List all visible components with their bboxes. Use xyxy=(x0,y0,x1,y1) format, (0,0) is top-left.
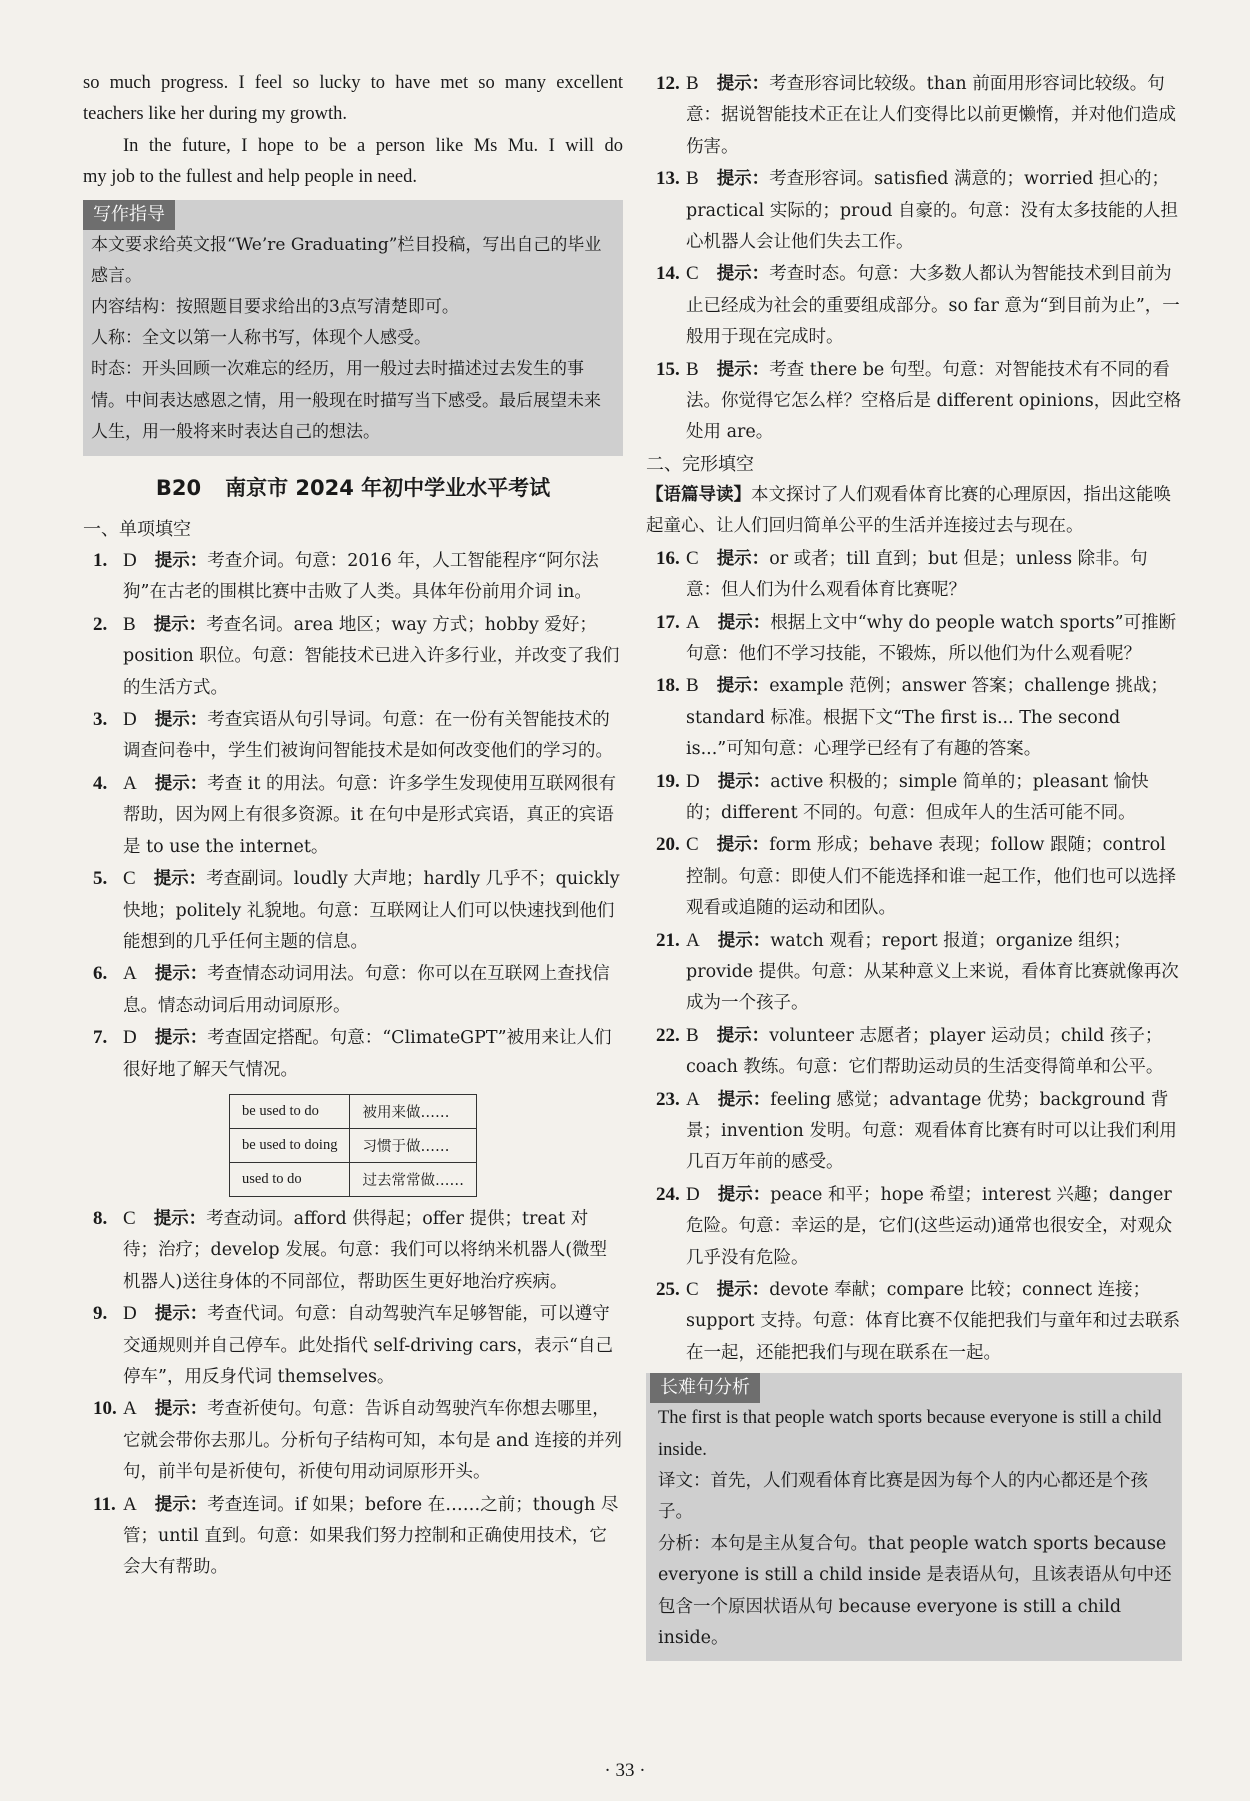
item-explanation: 考查代词。句意：自动驾驶汽车足够智能，可以遵守交通规则并自己停车。此处指代 self-driving cars，表示“自己停车”，用反身代词 themselves。 xyxy=(123,1304,613,1387)
table-row xyxy=(230,1162,477,1196)
hint-label: 提示： xyxy=(716,169,770,190)
item-answer: A xyxy=(686,929,700,951)
item-explanation: active 积极的；simple 简单的；pleasant 愉快的；different 不同的。句意：但成年人的生活可能不同。 xyxy=(686,771,1149,823)
hint-label: 提示： xyxy=(154,1304,208,1325)
answer-item xyxy=(83,1393,623,1488)
item-number: 16. xyxy=(656,547,680,569)
answer-item xyxy=(646,607,1182,671)
item-explanation: volunteer 志愿者；player 运动员；child 孩子；coach 教练。句意：它们帮助运动员的生活变得简单和公平。 xyxy=(686,1025,1164,1078)
essay-line: so much progress. I feel so lucky to have met so many excellent xyxy=(83,73,623,93)
hint-label: 提示： xyxy=(716,676,770,697)
item-explanation: 考查固定搭配。句意：“ClimateGPT”被用来让人们很好地了解天气情况。 xyxy=(123,1028,612,1080)
item-explanation: 根据上文中“why do people watch sports”可推断句意：他们不学习技能，不锻炼，所以他们为什么观看呢？ xyxy=(686,612,1177,664)
writing-guide-line: 本文要求给英文报“We’re Graduating”栏目投稿，写出自己的毕业感言。 xyxy=(91,234,602,286)
hint-label: 提示： xyxy=(717,1089,771,1110)
item-answer: A xyxy=(123,1493,137,1515)
item-answer: D xyxy=(686,770,700,792)
answer-list xyxy=(646,543,1182,1370)
item-answer: D xyxy=(123,1027,137,1049)
writing-guide-box xyxy=(83,200,623,456)
item-explanation: 考查形容词。satisfied 满意的；worried 担心的；practical 实际的；proud 自豪的。句意：没有太多技能的人担心机器人会让他们失去工作。 xyxy=(686,169,1178,253)
writing-guide-line: 内容结构：按照题目要求给出的3点写清楚即可。 xyxy=(91,297,459,318)
answer-item xyxy=(83,545,623,609)
analysis-translation: 译文：首先，人们观看体育比赛是因为每个人的内心都还是个孩子。 xyxy=(658,1471,1148,1523)
usage-table xyxy=(229,1094,477,1197)
item-number: 3. xyxy=(93,709,108,731)
section-heading: 一、单项填空 xyxy=(83,519,191,541)
item-explanation: peace 和平；hope 希望；interest 兴趣；danger 危险。句意：幸运的是，它们(这些运动)通常也很安全，对观众几乎没有危险。 xyxy=(686,1184,1173,1268)
item-explanation: 考查名词。area 地区；way 方式；hobby 爱好；position 职位。句意：智能技术已进入许多行业，并改变了我们的生活方式。 xyxy=(123,614,620,698)
item-answer: C xyxy=(123,868,136,890)
item-answer: D xyxy=(123,550,137,572)
hint-label: 提示： xyxy=(716,835,770,856)
item-number: 2. xyxy=(93,613,108,635)
analysis-sentence: The first is that people watch sports because everyone is still a child inside. xyxy=(658,1408,1162,1460)
exam-name: 南京市 2024 年初中学业水平考试 xyxy=(225,476,551,501)
item-explanation: 考查宾语从句引导词。句意：在一份有关智能技术的调查问卷中，学生们被询问智能技术是如何改变他们的学习的。 xyxy=(123,710,613,762)
hint-label: 提示： xyxy=(716,359,770,380)
item-answer: A xyxy=(123,963,137,985)
answer-item xyxy=(83,1022,623,1086)
item-number: 23. xyxy=(656,1088,680,1110)
answer-item xyxy=(646,829,1182,924)
hint-label: 提示： xyxy=(153,869,207,890)
item-number: 9. xyxy=(93,1303,108,1325)
item-answer: C xyxy=(686,263,699,285)
item-number: 13. xyxy=(656,168,680,190)
item-explanation: or 或者；till 直到；but 但是；unless 除非。句意：但人们为什么观看体育比赛呢？ xyxy=(686,548,1148,601)
item-number: 19. xyxy=(656,770,680,792)
analysis-title: 长难句分析 xyxy=(650,1373,760,1403)
item-answer: D xyxy=(123,709,137,731)
item-number: 8. xyxy=(93,1207,108,1229)
item-number: 5. xyxy=(93,868,108,890)
hint-label: 提示： xyxy=(153,1208,207,1229)
item-answer: A xyxy=(686,1088,700,1110)
answer-item xyxy=(646,1179,1182,1274)
item-answer: B xyxy=(686,358,699,380)
item-number: 22. xyxy=(656,1024,680,1046)
reading-guide-text: 本文探讨了人们观看体育比赛的心理原因，指出这能唤起童心、让人们回归简单公平的生活并连接过去与现在。 xyxy=(646,484,1171,537)
answer-item xyxy=(83,1298,623,1393)
item-answer: B xyxy=(686,168,699,190)
item-explanation: 考查祈使句。句意：告诉自动驾驶汽车你想去哪里，它就会带你去那儿。分析句子结构可知，本句是 and 连接的并列句，前半句是祈使句，祈使句用动词原形开头。 xyxy=(123,1399,623,1483)
item-explanation: 考查连词。if 如果；before 在……之前；though 尽管；until 直到。句意：如果我们努力控制和正确使用技术，它会大有帮助。 xyxy=(123,1494,619,1578)
answer-item xyxy=(83,1489,623,1584)
item-explanation: 考查 there be 句型。句意：对智能技术有不同的看法。你觉得它怎么样？空格后是 different opinions，因此空格处用 are。 xyxy=(686,359,1182,443)
item-explanation: 考查副词。loudly 大声地；hardly 几乎不；quickly 快地；politely 礼貌地。句意：互联网让人们可以快速找到他们能想到的几乎任何主题的信息。 xyxy=(123,869,620,952)
writing-guide-title: 写作指导 xyxy=(83,200,175,230)
item-answer: B xyxy=(686,675,699,697)
item-answer: D xyxy=(686,1183,700,1205)
hint-label: 提示： xyxy=(716,1280,770,1301)
reading-guide-label: 【语篇导读】 xyxy=(646,484,751,505)
reading-guide xyxy=(646,480,1182,543)
item-explanation: 考查介词。句意：2016 年，人工智能程序“阿尔法狗”在古老的围棋比赛中击败了人类。具体年份前用介词 in。 xyxy=(123,551,599,603)
item-number: 24. xyxy=(656,1183,680,1205)
item-explanation: 考查形容词比较级。than 前面用形容词比较级。句意：据说智能技术正在让人们变得比以前更懒惰，并对他们造成伤害。 xyxy=(686,74,1176,157)
hint-label: 提示： xyxy=(154,710,208,731)
item-explanation: feeling 感觉；advantage 优势；background 背景；invention 发明。句意：观看体育比赛有时可以让我们利用几百万年前的感受。 xyxy=(686,1089,1177,1173)
item-answer: C xyxy=(686,1279,699,1301)
item-number: 10. xyxy=(93,1398,117,1420)
item-number: 20. xyxy=(656,834,680,856)
answer-item xyxy=(646,543,1182,607)
item-number: 4. xyxy=(93,772,108,794)
item-answer: A xyxy=(686,611,700,633)
item-explanation: form 形成；behave 表现；follow 跟随；control 控制。句意：即使人们不能选择和谁一起工作，他们也可以选择观看或追随的运动和团队。 xyxy=(686,835,1176,919)
item-number: 11. xyxy=(93,1493,116,1515)
answer-list xyxy=(83,545,623,1086)
analysis-text: 分析：本句是主从复合句。that people watch sports because everyone is still a child inside 是表语从句，且该表语从句中还包含一个原因状语从句 because everyone is still a child inside。 xyxy=(658,1533,1172,1649)
item-number: 25. xyxy=(656,1279,680,1301)
answer-item xyxy=(646,68,1182,163)
item-answer: A xyxy=(123,772,137,794)
hint-label: 提示： xyxy=(716,74,770,94)
hint-label: 提示： xyxy=(717,612,771,633)
writing-guide-line: 人称：全文以第一人称书写，体现个人感受。 xyxy=(91,328,431,349)
essay-line: my job to the fullest and help people in need. xyxy=(83,167,417,188)
item-number: 14. xyxy=(656,263,680,285)
table-cell: be used to doing xyxy=(230,1128,350,1162)
answer-item xyxy=(83,609,623,704)
answer-item xyxy=(646,925,1182,1020)
hint-label: 提示： xyxy=(717,1184,771,1205)
hint-label: 提示： xyxy=(154,1399,208,1420)
table-cell: be used to do xyxy=(230,1094,350,1128)
hint-label: 提示： xyxy=(153,614,207,635)
item-number: 21. xyxy=(656,929,680,951)
table-cell: 被用来做…… xyxy=(350,1094,477,1128)
item-number: 7. xyxy=(93,1027,108,1049)
table-cell: used to do xyxy=(230,1162,350,1196)
item-answer: A xyxy=(123,1398,137,1420)
table-row xyxy=(230,1094,477,1128)
hint-label: 提示： xyxy=(154,551,208,572)
table-cell: 习惯于做…… xyxy=(350,1128,477,1162)
item-number: 18. xyxy=(656,675,680,697)
hint-label: 提示： xyxy=(716,548,770,569)
essay-line: teachers like her during my growth. xyxy=(83,104,348,125)
item-number: 17. xyxy=(656,611,680,633)
hint-label: 提示： xyxy=(154,773,208,794)
item-answer: B xyxy=(123,613,136,635)
answer-item xyxy=(83,958,623,1022)
answer-item xyxy=(646,354,1182,449)
item-explanation: 考查情态动词用法。句意：你可以在互联网上查找信息。情态动词后用动词原形。 xyxy=(123,964,610,1016)
answer-item xyxy=(646,163,1182,258)
answer-item xyxy=(646,766,1182,830)
item-answer: C xyxy=(123,1207,136,1229)
hint-label: 提示： xyxy=(154,1494,208,1515)
hint-label: 提示： xyxy=(717,771,771,792)
hint-label: 提示： xyxy=(154,1028,208,1049)
answer-item xyxy=(646,1274,1182,1369)
item-answer: C xyxy=(686,547,699,569)
left-column xyxy=(83,68,623,1584)
answer-item xyxy=(83,1203,623,1298)
writing-guide-line: 时态：开头回顾一次难忘的经历，用一般过去时描述过去发生的事情。中间表达感恩之情，用一般现在时描写当下感受。最后展望未来人生，用一般将来时表达自己的想法。 xyxy=(91,359,601,442)
item-answer: C xyxy=(686,834,699,856)
hint-label: 提示： xyxy=(716,1025,770,1046)
item-number: 6. xyxy=(93,963,108,985)
page-number: · 33 · xyxy=(604,1760,646,1781)
answer-list xyxy=(646,68,1182,449)
item-explanation: 考查动词。afford 供得起；offer 提供；treat 对待；治疗；develop 发展。句意：我们可以将纳米机器人(微型机器人)送往身体的不同部位，帮助医生更好地治疗疾病。 xyxy=(123,1208,608,1292)
item-explanation: watch 观看；report 报道；organize 组织；provide 提供。句意：从某种意义上来说，看体育比赛就像再次成为一个孩子。 xyxy=(686,930,1179,1014)
item-explanation: 考查 it 的用法。句意：许多学生发现使用互联网很有帮助，因为网上有很多资源。it 在句中是形式宾语，真正的宾语是 to use the internet。 xyxy=(123,773,616,857)
essay-line: In the future, I hope to be a person like Ms Mu. I will do xyxy=(123,135,623,156)
answer-item xyxy=(83,768,623,863)
exam-title xyxy=(83,472,623,504)
answer-list xyxy=(83,1203,623,1584)
item-number: 12. xyxy=(656,73,680,94)
hint-label: 提示： xyxy=(717,930,771,951)
item-answer: D xyxy=(123,1303,137,1325)
hint-label: 提示： xyxy=(716,264,770,285)
right-column xyxy=(646,68,1182,1661)
answer-item xyxy=(646,670,1182,765)
answer-item xyxy=(646,1084,1182,1179)
sentence-analysis-box xyxy=(646,1373,1182,1660)
answer-item xyxy=(83,863,623,958)
item-explanation: example 范例；answer 答案；challenge 挑战；standard 标准。根据下文“The first is... The second is...”可知句意：心理学已经有了有趣的答案。 xyxy=(686,676,1169,760)
item-explanation: devote 奉献；compare 比较；connect 连接；support 支持。句意：体育比赛不仅能把我们与童年和过去联系在一起，还能把我们与现在联系在一起。 xyxy=(686,1280,1181,1363)
exam-code: B20 xyxy=(155,476,202,501)
answer-item xyxy=(83,704,623,768)
section-heading: 二、完形填空 xyxy=(646,453,754,475)
table-cell: 过去常常做…… xyxy=(350,1162,477,1196)
answer-item xyxy=(646,1020,1182,1084)
item-number: 15. xyxy=(656,358,680,380)
answer-item xyxy=(646,258,1182,353)
item-number: 1. xyxy=(93,550,108,572)
item-answer: B xyxy=(686,1024,699,1046)
hint-label: 提示： xyxy=(154,964,208,985)
item-explanation: 考查时态。句意：大多数人都认为智能技术到目前为止已经成为社会的重要组成部分。so far 意为“到目前为止”，一般用于现在完成时。 xyxy=(686,264,1180,348)
item-answer: B xyxy=(686,73,699,94)
table-row xyxy=(230,1128,477,1162)
